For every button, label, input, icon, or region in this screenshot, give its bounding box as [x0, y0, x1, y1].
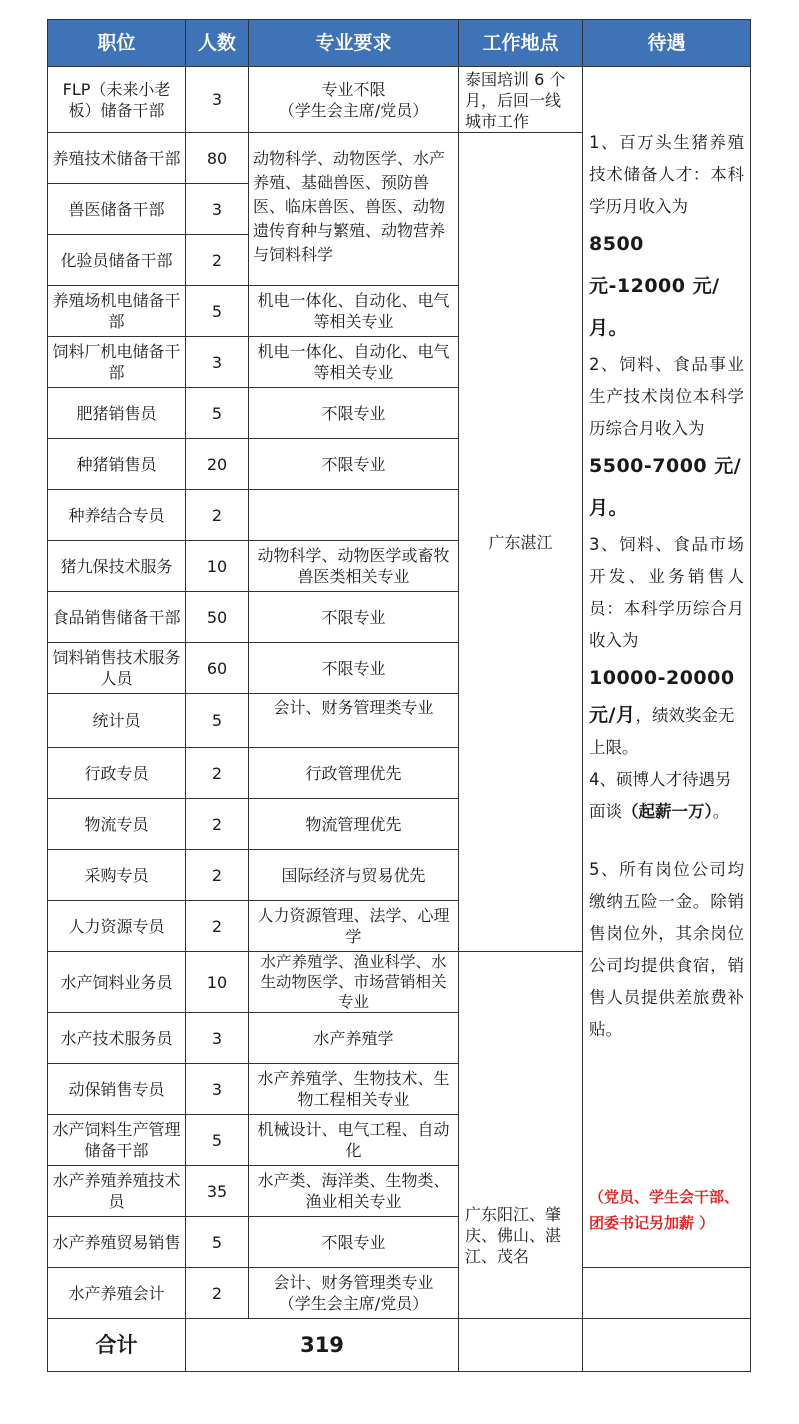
spacer	[589, 1046, 744, 1184]
count-cell: 5	[186, 388, 249, 439]
benefit-4-tail: 。	[712, 802, 730, 821]
bonus-note: （党员、学生会干部、团委书记另加薪 ）	[589, 1188, 740, 1232]
position-cell: 猪九保技术服务	[48, 541, 186, 592]
header-benefits: 待遇	[583, 20, 751, 67]
location-multi: 广东阳江、肇庆、佛山、湛江、茂名	[459, 952, 583, 1319]
major-cell: 物流管理优先	[249, 799, 459, 850]
major-cell: 机电一体化、自动化、电气等相关专业	[249, 337, 459, 388]
position-cell: 行政专员	[48, 748, 186, 799]
position-cell: 统计员	[48, 694, 186, 748]
total-blank-cell	[583, 1319, 751, 1372]
total-label: 合计	[48, 1319, 186, 1372]
position-cell: 水产养殖会计	[48, 1268, 186, 1319]
position-cell: 动保销售专员	[48, 1064, 186, 1115]
major-merged-cell: 动物科学、动物医学、水产养殖、基础兽医、预防兽医、临床兽医、兽医、动物遗传育种与繁殖、动物营养与饲料科学	[249, 133, 459, 286]
header-count: 人数	[186, 20, 249, 67]
header-position: 职位	[48, 20, 186, 67]
benefit-2-salary: 5500-7000 元/月。	[589, 455, 742, 519]
major-cell: 人力资源管理、法学、心理学	[249, 901, 459, 952]
table-row	[48, 1268, 751, 1319]
benefit-3-tail: ，绩效奖金无上限。	[589, 706, 735, 757]
total-blank-cell	[459, 1319, 583, 1372]
position-cell: 肥猪销售员	[48, 388, 186, 439]
table-row	[48, 67, 751, 133]
position-cell: 采购专员	[48, 850, 186, 901]
benefit-1-salary: 8500 元-12000 元/月。	[589, 233, 720, 339]
benefits-cell	[583, 67, 751, 1268]
position-cell: 水产技术服务员	[48, 1013, 186, 1064]
position-cell: 饲料厂机电储备干部	[48, 337, 186, 388]
count-cell: 5	[186, 1217, 249, 1268]
benefit-3-salary-unit: 元/月	[589, 704, 636, 726]
benefit-1-text: 1、百万头生猪养殖技术储备人才：本科学历月收入为	[589, 133, 744, 216]
position-cell: 水产饲料业务员	[48, 952, 186, 1013]
position-cell: 化验员储备干部	[48, 235, 186, 286]
location-thailand: 泰国培训 6 个月，后回一线城市工作	[459, 67, 583, 133]
count-cell: 80	[186, 133, 249, 184]
count-cell: 50	[186, 592, 249, 643]
total-row	[48, 1319, 751, 1372]
location-zhanjiang: 广东湛江	[459, 133, 583, 952]
count-cell: 2	[186, 799, 249, 850]
count-cell: 10	[186, 952, 249, 1013]
position-cell: 人力资源专员	[48, 901, 186, 952]
benefits-blank-cell	[583, 1268, 751, 1319]
position-cell: 种养结合专员	[48, 490, 186, 541]
benefit-2-text: 2、饲料、食品事业生产技术岗位本科学历综合月收入为	[589, 355, 744, 438]
benefit-5-text: 5、所有岗位公司均缴纳五险一金。除销售岗位外，其余岗位公司均提供食宿，销售人员提供差旅费补贴。	[589, 860, 744, 1039]
benefit-4-line	[589, 764, 744, 828]
position-cell: 兽医储备干部	[48, 184, 186, 235]
major-cell: 水产养殖学	[249, 1013, 459, 1064]
major-cell: 水产养殖学、渔业科学、水生动物医学、市场营销相关专业	[249, 952, 459, 1013]
major-cell	[249, 1268, 459, 1319]
count-cell: 35	[186, 1166, 249, 1217]
major-text: 专业不限 （学生会主席/党员）	[278, 79, 429, 120]
total-value: 319	[186, 1319, 459, 1372]
major-cell: 行政管理优先	[249, 748, 459, 799]
position-cell: 水产养殖养殖技术员	[48, 1166, 186, 1217]
position-cell: 食品销售储备干部	[48, 592, 186, 643]
spacer	[589, 828, 744, 854]
major-cell: 不限专业	[249, 388, 459, 439]
benefit-4-bold: （起薪一万）	[622, 802, 713, 821]
count-cell: 5	[186, 286, 249, 337]
major-cell: 机电一体化、自动化、电气等相关专业	[249, 286, 459, 337]
major-cell	[249, 67, 459, 133]
major-cell: 不限专业	[249, 1217, 459, 1268]
position-cell: 饲料销售技术服务人员	[48, 643, 186, 694]
count-cell: 2	[186, 1268, 249, 1319]
header-row	[48, 20, 751, 67]
position-cell: 养殖场机电储备干部	[48, 286, 186, 337]
major-cell: 水产类、海洋类、生物类、渔业相关专业	[249, 1166, 459, 1217]
count-cell: 3	[186, 1013, 249, 1064]
major-cell: 不限专业	[249, 592, 459, 643]
benefit-3-salary: 10000-20000	[589, 667, 735, 689]
major-text: 会计、财务管理类专业 （学生会主席/党员）	[273, 1273, 434, 1313]
major-cell: 水产养殖学、生物技术、生物工程相关专业	[249, 1064, 459, 1115]
benefit-3-tail-line	[589, 699, 744, 764]
count-cell: 3	[186, 67, 249, 133]
major-cell: 不限专业	[249, 439, 459, 490]
count-cell: 60	[186, 643, 249, 694]
position-cell: 水产饲料生产管理储备干部	[48, 1115, 186, 1166]
recruitment-table	[47, 19, 751, 1372]
count-cell: 3	[186, 1064, 249, 1115]
major-cell: 国际经济与贸易优先	[249, 850, 459, 901]
benefit-3-text: 3、饲料、食品市场开发、业务销售人员：本科学历综合月收入为	[589, 535, 744, 650]
benefit-4-text: 4、硕博人才待遇另面谈	[589, 770, 732, 821]
position-cell: 水产养殖贸易销售	[48, 1217, 186, 1268]
position-cell: FLP（未来小老板）储备干部	[48, 67, 186, 133]
count-cell: 2	[186, 235, 249, 286]
major-cell: 不限专业	[249, 643, 459, 694]
count-cell: 2	[186, 901, 249, 952]
header-major: 专业要求	[249, 20, 459, 67]
position-cell: 养殖技术储备干部	[48, 133, 186, 184]
major-cell: 会计、财务管理类专业	[249, 694, 459, 748]
count-cell: 5	[186, 1115, 249, 1166]
position-cell: 种猪销售员	[48, 439, 186, 490]
count-cell: 5	[186, 694, 249, 748]
count-cell: 20	[186, 439, 249, 490]
header-location: 工作地点	[459, 20, 583, 67]
count-cell: 3	[186, 337, 249, 388]
major-cell	[249, 490, 459, 541]
major-cell: 动物科学、动物医学或畜牧兽医类相关专业	[249, 541, 459, 592]
count-cell: 2	[186, 490, 249, 541]
position-cell: 物流专员	[48, 799, 186, 850]
count-cell: 10	[186, 541, 249, 592]
major-cell: 机械设计、电气工程、自动化	[249, 1115, 459, 1166]
count-cell: 3	[186, 184, 249, 235]
count-cell: 2	[186, 850, 249, 901]
count-cell: 2	[186, 748, 249, 799]
